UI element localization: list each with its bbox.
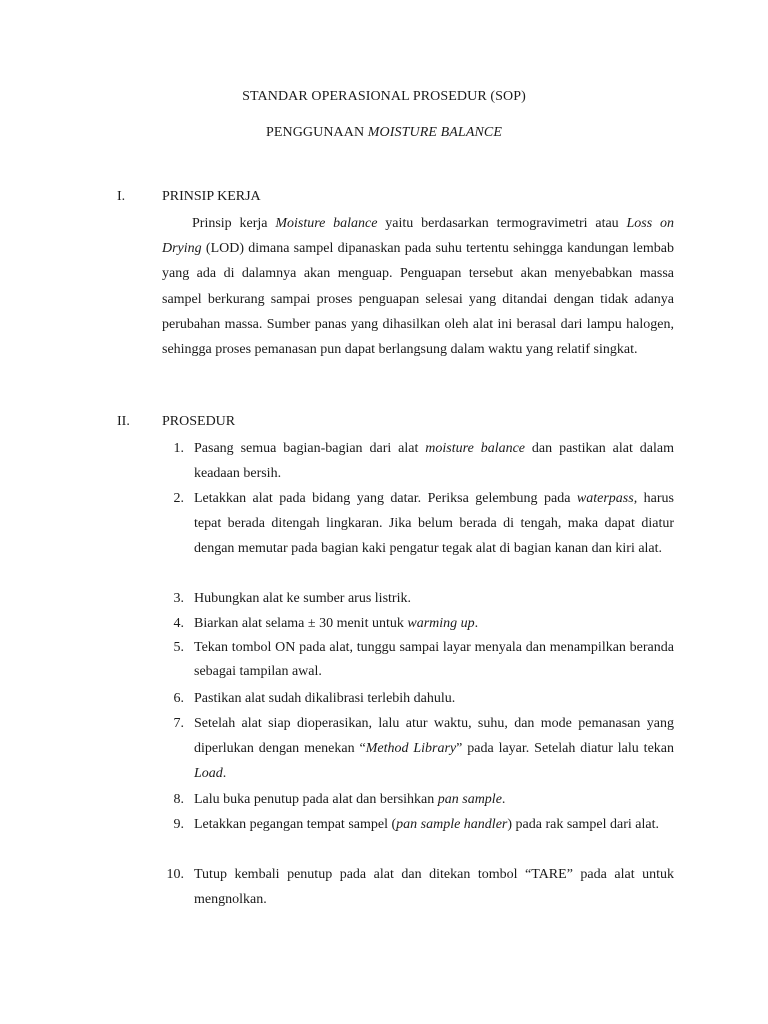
step-number: 9. xyxy=(173,817,184,832)
section-number: II. xyxy=(117,414,130,429)
procedure-step xyxy=(162,436,674,486)
subtitle-italic: MOISTURE BALANCE xyxy=(367,125,503,140)
procedure-step xyxy=(162,787,674,812)
paragraph-text: (LOD) dimana sampel dipanaskan pada suhu tertentu sehingga kandungan lembab yang ada di dalamnya akan menguap. Penguapan tersebut akan menyebabkan massa sampel berkurang sampai proses penguapan selesai yang ditandai dengan tidak adanya perubahan massa. Sumber panas yang dihasilkan oleh alat ini berasal dari lampu halogen, sehingga proses pemanasan pun dapat berlangsung dalam waktu yang relatif singkat. xyxy=(162,241,674,358)
procedure-step xyxy=(162,636,674,686)
step-text: Lalu buka penutup pada alat dan bersihkan pan sample. xyxy=(194,792,506,807)
procedure-step xyxy=(162,486,674,586)
step-text: Tekan tombol ON pada alat, tunggu sampai layar menyala dan menampilkan beranda sebagai tampilan awal. xyxy=(194,640,674,679)
paragraph-italic-term: Moisture balance xyxy=(275,216,378,231)
paragraph-text: yaitu berdasarkan termogravimetri atau xyxy=(377,216,627,231)
document-title: STANDAR OPERASIONAL PROSEDUR (SOP) xyxy=(242,89,526,104)
subtitle-prefix: PENGGUNAAN xyxy=(265,125,368,140)
procedure-step xyxy=(162,611,674,636)
step-text: Letakkan alat pada bidang yang datar. Periksa gelembung pada waterpass, harus tepat berada ditengah lingkaran. Jika belum berada di tengah, maka dapat diatur dengan memutar pada bagian kaki pengatur tegak alat di bagian kanan dan kiri alat. xyxy=(194,491,675,557)
step-number: 8. xyxy=(173,792,184,807)
section-number: I. xyxy=(117,189,126,204)
step-text: Pasang semua bagian-bagian dari alat moisture balance dan pastikan alat dalam keadaan bersih. xyxy=(194,441,674,482)
step-number: 7. xyxy=(173,716,184,731)
paragraph-italic-term: Loss on Drying xyxy=(162,216,675,257)
step-text: Setelah alat siap dioperasikan, lalu atur waktu, suhu, dan mode pemanasan yang diperlukan dengan menekan “Method Library” pada layar. Setelah diatur lalu tekan Load. xyxy=(194,716,674,782)
procedure-step xyxy=(162,586,674,611)
step-text: Hubungkan alat ke sumber arus listrik. xyxy=(194,591,411,606)
step-number: 6. xyxy=(173,691,184,706)
prinsip-kerja-paragraph xyxy=(162,211,674,362)
step-number: 5. xyxy=(173,640,184,655)
procedure-step xyxy=(162,862,674,912)
step-text: Pastikan alat sudah dikalibrasi terlebih dahulu. xyxy=(194,691,456,706)
step-text: Biarkan alat selama ± 30 menit untuk warming up. xyxy=(194,616,479,631)
step-text: Tutup kembali penutup pada alat dan ditekan tombol “TARE” pada alat untuk mengnolkan. xyxy=(194,867,674,908)
step-number: 10. xyxy=(166,867,184,882)
step-number: 1. xyxy=(173,441,184,456)
step-number: 3. xyxy=(173,591,184,606)
procedure-step xyxy=(162,686,674,711)
section-title: PRINSIP KERJA xyxy=(162,189,261,204)
procedure-step xyxy=(162,711,674,787)
procedure-list xyxy=(162,436,674,912)
paragraph-text: Prinsip kerja xyxy=(192,216,276,231)
procedure-step xyxy=(162,812,674,862)
step-number: 4. xyxy=(173,616,184,631)
step-text: Letakkan pegangan tempat sampel (pan sample handler) pada rak sampel dari alat. xyxy=(194,817,659,832)
step-number: 2. xyxy=(173,491,184,506)
document-subtitle xyxy=(0,125,768,141)
section-title: PROSEDUR xyxy=(162,414,236,429)
